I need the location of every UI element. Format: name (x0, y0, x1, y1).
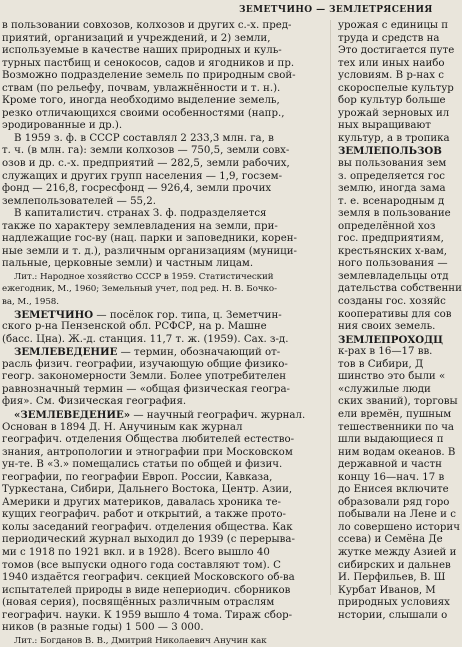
text-line: геогр. закономерности Земли. Более употребителен (2, 371, 287, 383)
text-line: кущих географич. работ и открытий, а также прото- (2, 509, 286, 521)
column-gutter (330, 20, 331, 595)
text-line: томов (все выпуски одного года составляют том). С (2, 559, 281, 571)
text-line: В 1959 з. ф. в СССР составлял 2 233,3 млн. га, в (14, 132, 274, 144)
text-line: И. Перфильев, В. Ш (338, 572, 446, 584)
text-line: урожай зерновых ил (338, 107, 450, 119)
text-line: земля в пользование (338, 208, 451, 220)
text-line: скороспелые культур (338, 82, 454, 94)
running-header-title: ЗЕМЕТЧИНО — ЗЕМЛЕТРЯСЕНИЯ (239, 5, 433, 15)
text-line: т. ч. (в млн. га): земли колхозов — 750,5, земли совх- (2, 145, 290, 157)
text-line: резко отличающихся своими особенностями (напр., (2, 107, 285, 119)
text-line: В капиталистич. странах З. ф. подразделяется (14, 208, 267, 220)
text-line: используемые в качестве наших природных и куль- (2, 45, 282, 57)
text-line: Курбат Иванов, М (338, 584, 436, 596)
text-line: шли выдающиеся п (338, 434, 444, 446)
text-line: Туркестана, Сибири, Дальнего Востока, Центр. Азии, (2, 484, 293, 496)
text-line: гос. предприятиям, (338, 233, 444, 245)
text-line: нстории, слышали о (338, 609, 448, 621)
text-line: фонд — 216,8, госресфонд — 926,4, земли прочих (2, 183, 272, 195)
text-line: ЗЕМЛЕПОЛЬЗОВ (338, 145, 442, 158)
text-line: периодический журнал выходил до 1939 (с перерыва- (2, 534, 295, 546)
text-line: концу 16—нач. 17 в (338, 471, 445, 483)
page-header (0, 0, 451, 20)
text-line: фия». См. Физическая география. (2, 396, 187, 408)
text-line: Это достигается путе (338, 45, 455, 57)
text-line: з. определяется гос (338, 170, 445, 182)
text-line: побывали на Лене и с (338, 509, 456, 521)
text-line: ного пользования — (338, 258, 448, 270)
entry-headword: ЗЕМЕТЧИНО (14, 308, 94, 321)
text-line: образовали ряд горо (338, 496, 450, 508)
text-line: жутке между Азией и (338, 546, 457, 558)
text-line: культур, а в тропика (338, 132, 450, 144)
text-line: «служилые люди (338, 383, 431, 395)
text-line: ского р-на Пензенской обл. РСФСР, на р. Машне (2, 321, 267, 333)
text-line: ских званий), торговы (338, 396, 458, 408)
text-line: ников (в разные годы) 1 500 — 3 000. (2, 622, 204, 634)
text-line: географии, по географии Европ. России, Кавказа, (2, 471, 273, 483)
text-line: ЗЕМЛЕПРОХОДЦ (338, 333, 443, 346)
text-line: землепользователей — 55,2. (2, 195, 156, 207)
entry-definition: — термин, обозначающий от- (117, 347, 281, 359)
text-line: тов в Сибири, Д (338, 358, 424, 370)
text-line: землю, иногда зама (338, 183, 446, 195)
text-line: Основан в 1894 Д. Н. Анучиным как журнал (2, 421, 243, 433)
text-line: Лит.: Богданов В. В., Дмитрий Николаевич Анучин как (14, 635, 267, 646)
text-line: ло совершено историч (338, 521, 460, 533)
text-line: ва, М., 1958. (2, 297, 59, 308)
text-line: расль физич. географии, изучающую общие физико- (2, 358, 288, 370)
text-line: Лит.: Народное хозяйство СССР в 1959. Статистический (14, 271, 274, 282)
text-line: колы заседаний географич. отделения общества. Как (2, 521, 293, 533)
text-line: равнозначный термин — «общая физическая геогра- (2, 383, 290, 395)
entry-definition: — посёлок гор. типа, ц. Земетчин- (93, 309, 282, 321)
right-text-column (338, 20, 462, 621)
text-line: определённой хоз (338, 220, 436, 232)
text-line: ния своих земель. (338, 321, 436, 333)
text-line: дательства собственни (338, 283, 462, 295)
text-line: служащих и других групп населения — 1,9, госзем- (2, 170, 283, 182)
text-line: 1940 издаётся географич. секцией Московского об-ва (2, 572, 295, 584)
text-line: в пользовании совхозов, колхозов и других с.-х. пред- (2, 20, 292, 31)
text-line: Кроме того, иногда необходимо выделение земель, (2, 95, 280, 107)
text-line: труда и средств на (338, 32, 440, 44)
text-line: крестьянских х-вам, (338, 245, 448, 257)
text-line: Америки и других материков, давалась хроника те- (2, 496, 281, 508)
text-line: Возможно подразделение земель по природным свой- (2, 70, 296, 82)
text-line: сибирских и дальнев (338, 559, 451, 571)
text-line: природных условиях (338, 597, 450, 609)
text-line: эродированные и др.). (2, 120, 123, 132)
text-line: испытателей природы в виде непериодич. сборников (2, 584, 291, 596)
text-line: тех или иных наибо (338, 57, 445, 69)
text-line: ных выращивают (338, 120, 431, 132)
text-line: кооперативы для сов (338, 308, 452, 320)
text-line: надлежащие гос-ву (нац. парки и заповедники, корен- (2, 233, 297, 245)
text-line: вы пользования зем (338, 158, 447, 170)
text-line: ежегодник, М., 1960; Земельный учет, под ред. Н. В. Бочко- (2, 284, 277, 295)
text-line: ссева) и Семёна Де (338, 534, 443, 546)
text-line: турных пастбищ и сенокосов, садов и ягодников и пр. (2, 57, 295, 69)
text-line: т. е. всенародным д (338, 195, 445, 207)
text-line: урожая с единицы п (338, 20, 449, 31)
text-line: (басс. Цна). Ж.-д. станция. 11,7 т. ж. (1959). Сах. з-д. (2, 333, 289, 345)
text-line: бор культур больше (338, 95, 446, 107)
entry-definition: — научный географич. журнал. (130, 409, 306, 421)
text-line: географич. отделения Общества любителей естество- (2, 434, 295, 446)
text-line: ные земли и т. д.), различным организациям (муници- (2, 245, 297, 257)
text-line: географич. науки. К 1959 вышло 4 тома. Тираж сбор- (2, 609, 293, 621)
text-line: приятий, организаций и учреждений, и 2) земли, (2, 32, 271, 44)
text-line: ун-те. В «З.» помещались статьи по общей и физич. (2, 459, 283, 471)
text-line: тешественники по ча (338, 421, 455, 433)
text-line: землевладельцы отд (338, 270, 449, 282)
text-line: пальные, церковные земли) и частным лицам. (2, 258, 254, 270)
text-line: ствам (по рельефу, почвам, увлажнённости и т. н.). (2, 82, 281, 94)
text-line: озов и др. с.-х. предприятий — 282,5, земли рабочих, (2, 158, 290, 170)
text-line: ним водам океанов. В (338, 446, 456, 458)
text-line: также по характеру землевладения на земли, при- (2, 220, 278, 232)
text-line: созданы гос. хозяйс (338, 296, 446, 308)
text-line: ели времён, пушным (338, 408, 452, 420)
text-line: (новая серия), посвящённых различным отраслям (2, 597, 275, 609)
text-line: шинство это были « (338, 371, 446, 383)
entry-headword: «ЗЕМЛЕВЕДЕНИЕ» (14, 408, 131, 421)
text-line: державной и частн (338, 459, 442, 471)
text-line: ми с 1918 по 1921 вкл. и в 1928). Всего вышло 40 (2, 546, 270, 558)
text-line: к-рах в 16—17 вв. (338, 346, 433, 358)
entry-headword: ЗЕМЛЕВЕДЕНИЕ (14, 346, 118, 359)
left-text-column (2, 20, 322, 646)
text-line (2, 409, 322, 422)
text-line (2, 346, 322, 359)
text-line: знания, антропологии и этнографии при Московском (2, 446, 293, 458)
text-line: до Енисея включите (338, 484, 449, 496)
text-line: условиям. В р-нах с (338, 70, 444, 82)
text-line (2, 309, 322, 322)
